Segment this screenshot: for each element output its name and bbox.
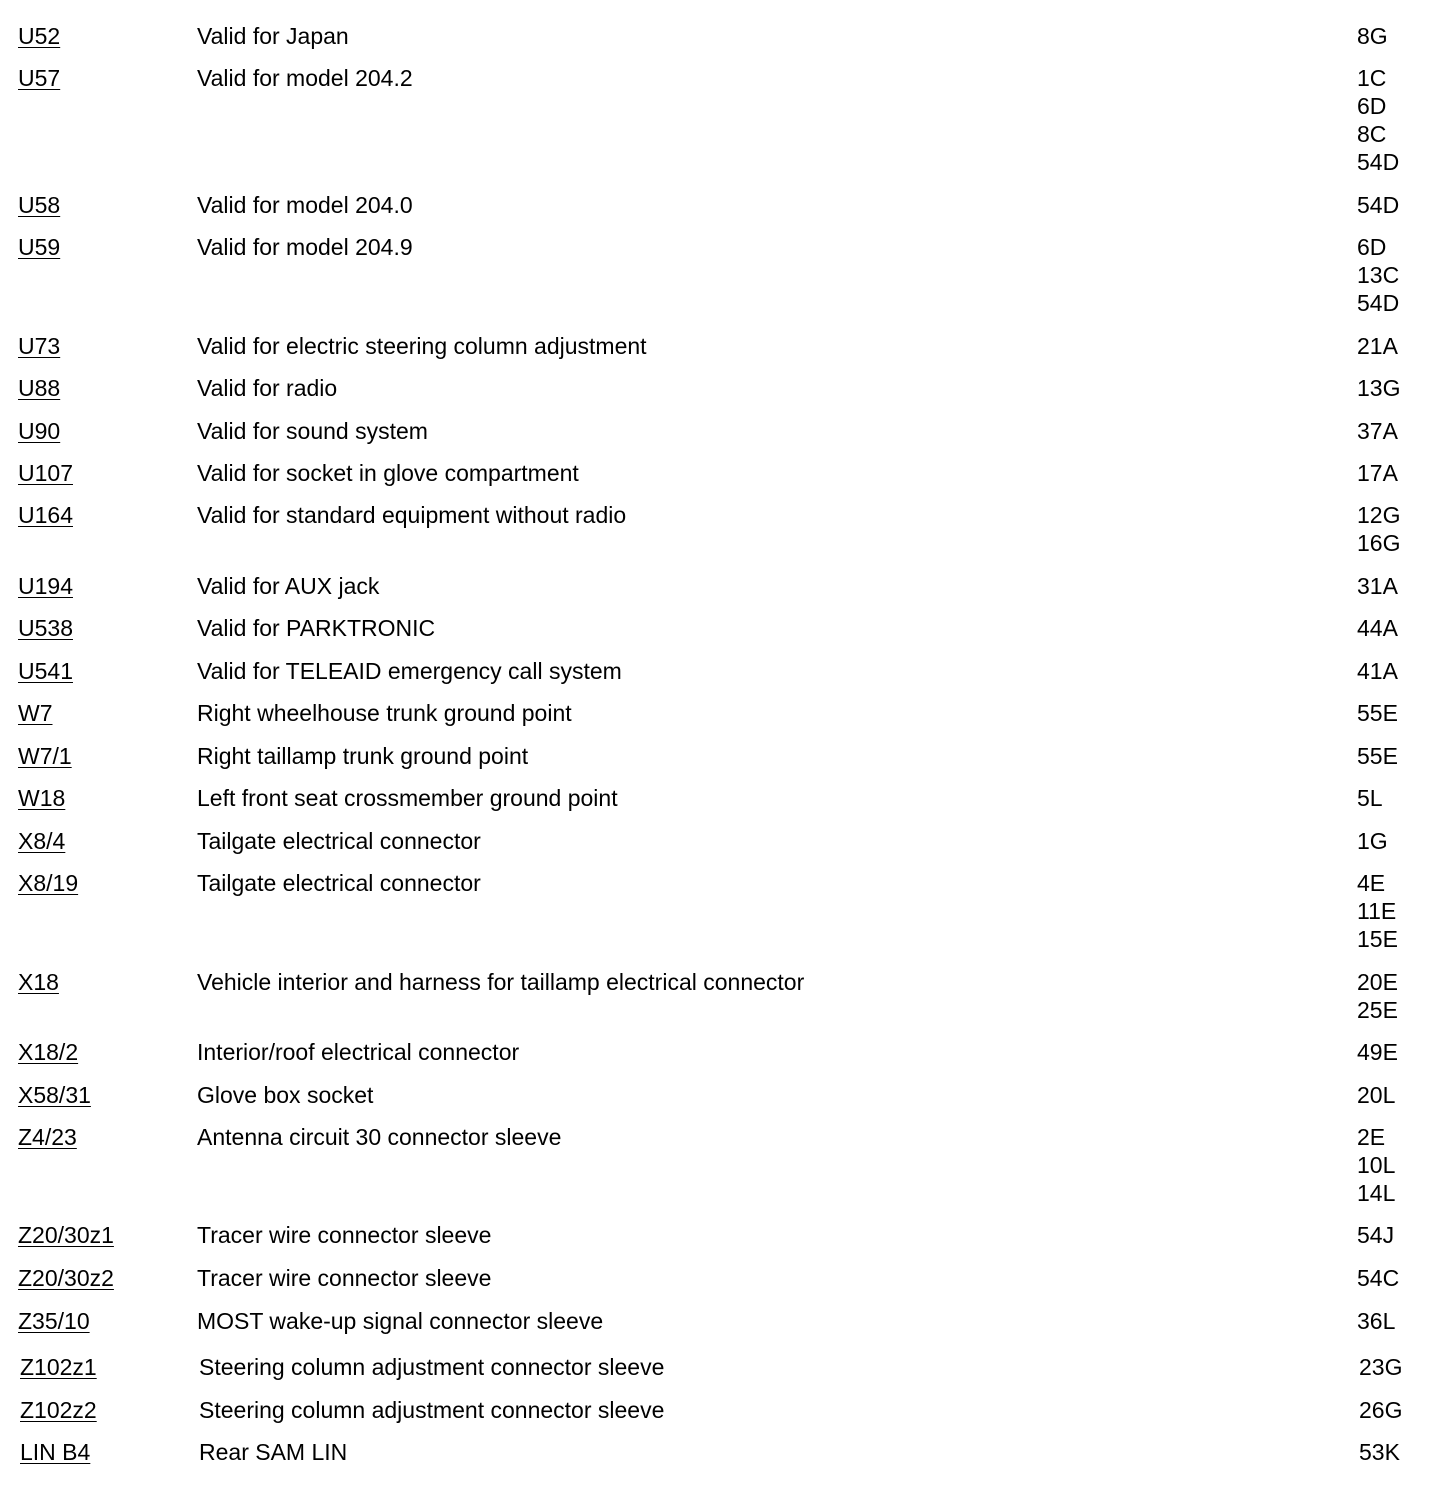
component-description: Valid for model 204.9 <box>197 234 413 260</box>
component-code-link[interactable]: U538 <box>18 615 73 641</box>
grid-reference-list <box>1357 1264 1399 1292</box>
component-description: Valid for AUX jack <box>197 573 380 599</box>
component-code-link[interactable]: X8/4 <box>18 828 66 854</box>
component-code-link[interactable]: Z102z1 <box>20 1354 97 1380</box>
component-description: Valid for Japan <box>197 23 349 49</box>
grid-reference: 6D <box>1357 93 1387 119</box>
component-description: Right wheelhouse trunk ground point <box>197 700 572 726</box>
component-description: Valid for socket in glove compartment <box>197 460 579 486</box>
grid-reference-list <box>1359 1353 1402 1381</box>
component-description: Valid for model 204.2 <box>197 65 413 91</box>
grid-reference: 54J <box>1357 1222 1395 1248</box>
grid-reference-list <box>1357 1081 1395 1109</box>
grid-reference-list <box>1357 572 1398 600</box>
component-description: Interior/roof electrical connector <box>197 1039 520 1065</box>
component-description: Tracer wire connector sleeve <box>197 1265 492 1291</box>
grid-reference: 36L <box>1357 1308 1396 1334</box>
grid-reference: 53K <box>1359 1439 1400 1465</box>
component-code-link[interactable]: U88 <box>18 375 61 401</box>
component-code-link[interactable]: X18 <box>18 969 59 995</box>
grid-reference-list <box>1357 657 1398 685</box>
grid-reference: 10L <box>1357 1152 1396 1178</box>
grid-reference-list <box>1359 1396 1402 1424</box>
grid-reference-list <box>1357 827 1388 855</box>
component-description: MOST wake-up signal connector sleeve <box>197 1308 604 1334</box>
component-code-link[interactable]: W7 <box>18 700 53 726</box>
grid-reference-list <box>1357 614 1398 642</box>
grid-reference: 12G <box>1357 502 1401 528</box>
component-code-link[interactable]: U164 <box>18 502 73 528</box>
grid-reference: 41A <box>1357 658 1398 684</box>
component-code-link[interactable]: Z20/30z1 <box>18 1222 114 1248</box>
grid-reference-list <box>1357 699 1398 727</box>
component-code-link[interactable]: Z20/30z2 <box>18 1265 114 1291</box>
grid-reference-list <box>1357 1221 1394 1249</box>
component-description: Tracer wire connector sleeve <box>197 1222 492 1248</box>
component-code-link[interactable]: U57 <box>18 65 61 91</box>
grid-reference: 11E <box>1357 898 1397 924</box>
grid-reference-list <box>1357 417 1398 445</box>
component-code-link[interactable]: X18/2 <box>18 1039 79 1065</box>
grid-reference-list <box>1357 968 1398 1024</box>
component-code-link[interactable]: U52 <box>18 23 61 49</box>
component-code-link[interactable]: U541 <box>18 658 73 684</box>
component-description: Steering column adjustment connector sleeve <box>199 1354 665 1380</box>
grid-reference: 20E <box>1357 969 1398 995</box>
grid-reference-list <box>1357 1307 1395 1335</box>
grid-reference: 21A <box>1357 333 1398 359</box>
component-code-link[interactable]: U73 <box>18 333 61 359</box>
grid-reference: 1G <box>1357 828 1388 854</box>
component-description: Valid for radio <box>197 375 338 401</box>
component-description: Vehicle interior and harness for taillamp electrical connector <box>197 969 805 995</box>
grid-reference: 49E <box>1357 1039 1398 1065</box>
component-code-link[interactable]: X8/19 <box>18 870 79 896</box>
grid-reference-list <box>1357 501 1400 557</box>
component-description: Valid for PARKTRONIC <box>197 615 436 641</box>
grid-reference: 2E <box>1357 1124 1386 1150</box>
component-code-link[interactable]: U194 <box>18 573 73 599</box>
component-description: Right taillamp trunk ground point <box>197 743 529 769</box>
grid-reference: 54C <box>1357 1265 1400 1291</box>
component-description: Rear SAM LIN <box>199 1439 348 1465</box>
component-code-link[interactable]: Z4/23 <box>18 1124 77 1150</box>
component-code-link[interactable]: W7/1 <box>18 743 72 769</box>
grid-reference: 54D <box>1357 290 1400 316</box>
grid-reference-list <box>1357 64 1399 176</box>
component-description: Tailgate electrical connector <box>197 828 481 854</box>
component-code-link[interactable]: Z102z2 <box>20 1397 97 1423</box>
grid-reference: 1C <box>1357 65 1387 91</box>
grid-reference-list <box>1359 1438 1400 1466</box>
component-description: Steering column adjustment connector sleeve <box>199 1397 665 1423</box>
grid-reference: 44A <box>1357 615 1398 641</box>
component-code-link[interactable]: U90 <box>18 418 61 444</box>
component-code-link[interactable]: X58/31 <box>18 1082 91 1108</box>
grid-reference-list <box>1357 784 1383 812</box>
grid-reference: 54D <box>1357 192 1400 218</box>
grid-reference: 37A <box>1357 418 1398 444</box>
component-description: Valid for sound system <box>197 418 428 444</box>
component-code-link[interactable]: U58 <box>18 192 61 218</box>
component-code-link[interactable]: LIN B4 <box>20 1439 91 1465</box>
grid-reference-list <box>1357 1123 1395 1207</box>
component-code-link[interactable]: Z35/10 <box>18 1308 90 1334</box>
component-description: Tailgate electrical connector <box>197 870 481 896</box>
grid-reference-list <box>1357 233 1399 317</box>
component-description: Left front seat crossmember ground point <box>197 785 618 811</box>
grid-reference: 23G <box>1359 1354 1403 1380</box>
component-code-link[interactable]: U107 <box>18 460 73 486</box>
grid-reference: 55E <box>1357 743 1398 769</box>
grid-reference: 25E <box>1357 997 1398 1023</box>
grid-reference: 26G <box>1359 1397 1403 1423</box>
grid-reference-list <box>1357 742 1398 770</box>
grid-reference: 54D <box>1357 149 1400 175</box>
grid-reference: 5L <box>1357 785 1383 811</box>
grid-reference: 6D <box>1357 234 1387 260</box>
component-description: Glove box socket <box>197 1082 374 1108</box>
grid-reference: 55E <box>1357 700 1398 726</box>
component-description: Valid for model 204.0 <box>197 192 413 218</box>
grid-reference: 20L <box>1357 1082 1396 1108</box>
component-description: Antenna circuit 30 connector sleeve <box>197 1124 562 1150</box>
grid-reference-list <box>1357 1038 1398 1066</box>
grid-reference: 16G <box>1357 530 1401 556</box>
grid-reference-list <box>1357 332 1398 360</box>
component-code-link[interactable]: W18 <box>18 785 66 811</box>
grid-reference: 13C <box>1357 262 1400 288</box>
grid-reference: 4E <box>1357 870 1386 896</box>
grid-reference-list <box>1357 191 1399 219</box>
grid-reference-list <box>1357 22 1388 50</box>
grid-reference: 8G <box>1357 23 1388 49</box>
component-description: Valid for standard equipment without radio <box>197 502 627 528</box>
grid-reference: 13G <box>1357 375 1401 401</box>
component-code-link[interactable]: U59 <box>18 234 61 260</box>
grid-reference-list <box>1357 869 1398 953</box>
grid-reference: 17A <box>1357 460 1398 486</box>
component-description: Valid for electric steering column adjustment <box>197 333 647 359</box>
grid-reference: 31A <box>1357 573 1398 599</box>
grid-reference: 8C <box>1357 121 1387 147</box>
grid-reference-list <box>1357 459 1398 487</box>
grid-reference: 14L <box>1357 1180 1396 1206</box>
grid-reference-list <box>1357 374 1400 402</box>
grid-reference: 15E <box>1357 926 1398 952</box>
component-description: Valid for TELEAID emergency call system <box>197 658 622 684</box>
